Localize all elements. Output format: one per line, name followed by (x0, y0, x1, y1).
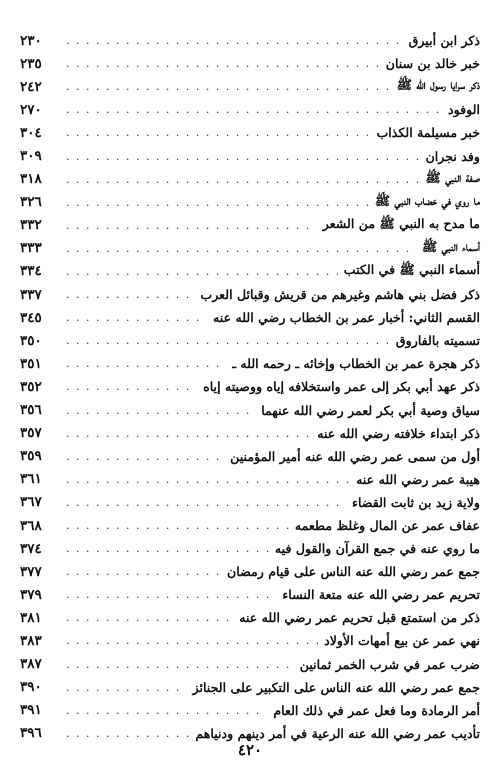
toc-entry-title (273, 703, 480, 718)
toc-entry-text: تحريم عمر رضي الله عنه متعة النساء (282, 587, 480, 603)
toc-entry-text: ذكر ابن أبيرق (408, 33, 480, 49)
toc-entry-text: ما روي عنه في جمع القرآن والقول فيه (274, 541, 480, 557)
toc-entry-page: ٣٥٩ (20, 448, 42, 465)
toc-entry (20, 52, 480, 75)
toc-entry-page: ٣٥١ (20, 355, 42, 372)
toc-entry (20, 422, 480, 445)
toc-entry (20, 352, 480, 375)
toc-entry-text: عفاف عمر عن المال وغلظ مطعمه (294, 518, 480, 534)
toc-entry-text: ما روي في خضاب النبي ﷺ (374, 192, 480, 208)
toc-entry-page: ٢٣٠ (20, 32, 42, 49)
dot-leader (66, 312, 207, 323)
toc-entry-page: ٣٩٦ (20, 725, 42, 742)
toc-entry (20, 144, 480, 167)
toc-entry (20, 98, 480, 121)
dot-leader (66, 705, 267, 716)
dot-leader (66, 543, 269, 554)
toc-entry (20, 168, 480, 191)
dot-leader (66, 243, 416, 254)
toc-entry-text: أسماء النبي ﷺ (421, 238, 480, 254)
toc-entry (20, 445, 480, 468)
toc-entry-page: ٢٧٠ (20, 101, 42, 118)
dot-leader (66, 589, 276, 600)
toc-entry-text: سياق وصية أبي بكر لعمر رضي الله عنهما (261, 402, 480, 418)
dot-leader (66, 335, 390, 346)
toc-entry-text: نهي عمر عن بيع أمهات الأولاد (324, 633, 480, 649)
toc-entry (20, 560, 480, 583)
toc-entry-page: ٣٨٣ (20, 632, 42, 649)
toc-entry (20, 583, 480, 606)
toc-entry (20, 514, 480, 537)
toc-entry-title (324, 633, 480, 648)
dot-leader (66, 635, 318, 646)
toc-entry-page: ٣٨١ (20, 609, 42, 626)
toc-entry-title (422, 239, 480, 258)
dot-leader (66, 612, 233, 623)
dot-leader (66, 58, 380, 69)
toc-entry-title (203, 379, 480, 394)
dot-leader (66, 566, 221, 577)
toc-entry-page: ٣٠٤ (20, 124, 42, 141)
toc-entry-page: ٣٣٢ (20, 217, 42, 234)
toc-entry-page: ٣٩٠ (20, 679, 42, 696)
toc-entry-page: ٣٥٢ (20, 378, 42, 395)
toc-entry-title (356, 472, 480, 487)
toc-entry (20, 283, 480, 306)
dot-leader (66, 266, 338, 277)
toc-entry-text: خبر خالد بن سنان (385, 56, 480, 72)
toc-entry-page: ٣٥٧ (20, 425, 42, 442)
dot-leader (66, 220, 317, 231)
toc-entry-text: ذكر عهد أبي بكر إلى عمر واستخلافه إياه ووصيته إياه (203, 379, 480, 395)
toc-entry-text: صفة النبي ﷺ (425, 169, 480, 185)
toc-entry (20, 214, 480, 237)
toc-entry (20, 606, 480, 629)
toc-entry-title (426, 149, 480, 164)
toc-entry-text: ضرب عمر في شرب الخمر ثمانين (299, 656, 480, 672)
toc-entry-page: ٣٧٧ (20, 563, 42, 580)
toc-entry (20, 491, 480, 514)
toc-entry (20, 399, 480, 422)
toc-entry-page: ٣٦٧ (20, 494, 42, 511)
dot-leader (66, 497, 346, 508)
section-heading: القسم الثاني (413, 310, 480, 326)
toc-entry-title (282, 587, 480, 602)
dot-leader (66, 474, 350, 485)
dot-leader (66, 104, 442, 115)
toc-entry-title (295, 518, 480, 533)
toc-entry-title (352, 495, 480, 510)
toc-entry-page: ٣٤٥ (20, 309, 42, 326)
toc-entry-title (323, 216, 480, 235)
dot-leader (66, 174, 419, 185)
toc-entry-text: ذكر من استمتع قبل تحريم عمر رضي الله عنه (239, 610, 480, 626)
toc-entry-text: أمر الرمادة وما فعل عمر في ذلك العام (273, 702, 480, 718)
dot-leader (66, 197, 369, 208)
toc-entry-page: ٣٦١ (20, 471, 42, 488)
toc-entry-page: ٢٣٥ (20, 55, 42, 72)
toc-entry-title (232, 356, 480, 371)
toc-entry-title (213, 310, 480, 325)
dot-leader (66, 520, 289, 531)
toc-entry-text: : أخبار عمر بن الخطاب رضي الله عنه (213, 310, 414, 326)
toc-entry-title (376, 125, 480, 140)
toc-entry-title (275, 541, 480, 556)
toc-entry-text: تسميته بالفاروق (395, 333, 480, 349)
toc-entry-page: ٣٦٨ (20, 517, 42, 534)
toc-entry (20, 375, 480, 398)
toc-entry-text: تأديب عمر رضي الله عنه الرعية في أمر دينهم ودنياهم (195, 725, 480, 741)
toc-entry (20, 537, 480, 560)
toc-entry-title (261, 403, 480, 418)
dot-leader (66, 728, 189, 739)
toc-entry-page: ٣٠٩ (20, 148, 42, 165)
toc-entry-title (227, 564, 480, 579)
toc-entry-text: ذكر فضل بني هاشم وغيرهم من قريش وقبائل العرب (200, 287, 480, 303)
toc-entry-page: ٣٥٦ (20, 402, 42, 419)
toc-entry-text: الوفود (448, 102, 480, 118)
toc-entry-page: ٣٣٤ (20, 263, 42, 280)
toc-entry-text: ذكر سرايا رسول الله ﷺ (396, 77, 480, 93)
page-number: ٤٢٠ (237, 741, 263, 759)
toc-entry-title (397, 77, 480, 96)
toc-entry-text: جمع عمر رضي الله عنه الناس على التكبير على الجنائز (192, 679, 480, 695)
toc-entry-text: جمع عمر رضي الله عنه الناس على قيام رمضان (226, 564, 480, 580)
toc-entry (20, 237, 480, 260)
toc-entry (20, 121, 480, 144)
dot-leader (66, 381, 197, 392)
toc-entry (20, 29, 480, 52)
toc-entry-title (300, 657, 480, 672)
dot-leader (66, 127, 370, 138)
table-of-contents (20, 29, 480, 745)
toc-entry-text: خبر مسيلمة الكذاب (376, 125, 480, 141)
toc-entry-title (448, 102, 480, 117)
toc-entry-text: ما مدح به النبي ﷺ من الشعر (322, 215, 480, 231)
toc-entry-title (193, 680, 480, 695)
toc-entry (20, 260, 480, 283)
toc-entry-text: ولاية زيد بن ثابت القضاء (352, 494, 480, 510)
dot-leader (66, 289, 194, 300)
toc-entry-title (375, 193, 480, 212)
toc-entry (20, 191, 480, 214)
toc-entry-page: ٣٧٤ (20, 540, 42, 557)
toc-entry-page: ٣٩١ (20, 702, 42, 719)
toc-entry-title (396, 333, 480, 348)
toc-entry-page: ٣٢٦ (20, 194, 42, 211)
toc-entry (20, 329, 480, 352)
toc-entry-title (344, 262, 480, 281)
toc-entry-text: أسماء النبي ﷺ في الكتب (343, 261, 480, 277)
toc-entry-title (317, 426, 480, 441)
toc-entry-title (425, 170, 480, 189)
toc-entry-page: ٢٤٢ (20, 78, 42, 95)
toc-entry-page: ٣٣٣ (20, 240, 42, 257)
dot-leader (66, 151, 420, 162)
toc-entry-text: هيبة عمر رضي الله عنه (356, 471, 480, 487)
toc-entry-title (195, 726, 480, 741)
dot-leader (66, 659, 294, 670)
toc-entry (20, 468, 480, 491)
dot-leader (66, 451, 224, 462)
toc-entry-text: أول من سمى عمر رضي الله عنه أمير المؤمنين (230, 448, 480, 464)
toc-entry-page: ٣٣٧ (20, 286, 42, 303)
dot-leader (66, 405, 255, 416)
dot-leader (66, 428, 311, 439)
toc-entry-title (200, 287, 480, 302)
toc-entry-page: ٣٨٧ (20, 656, 42, 673)
toc-entry-title (230, 449, 480, 464)
toc-entry-text: وفد نجران (425, 148, 480, 164)
toc-entry-text: ذكر هجرة عمر بن الخطاب وإخائه ـ رحمه الله ـ (232, 356, 480, 372)
toc-entry-title (239, 610, 480, 625)
toc-entry-page: ٣٧٩ (20, 586, 42, 603)
toc-entry-title (409, 33, 480, 48)
dot-leader (66, 35, 403, 46)
toc-entry (20, 75, 480, 98)
toc-entry-page: ٣١٨ (20, 171, 42, 188)
toc-entry (20, 676, 480, 699)
toc-entry-page: ٣٥٠ (20, 332, 42, 349)
dot-leader (66, 81, 391, 92)
toc-entry-text: ذكر ابتداء خلافته رضي الله عنه (317, 425, 480, 441)
toc-entry (20, 699, 480, 722)
toc-entry-title (386, 56, 480, 71)
toc-entry (20, 306, 480, 329)
toc-entry (20, 629, 480, 652)
toc-entry (20, 653, 480, 676)
dot-leader (66, 358, 226, 369)
dot-leader (66, 682, 187, 693)
